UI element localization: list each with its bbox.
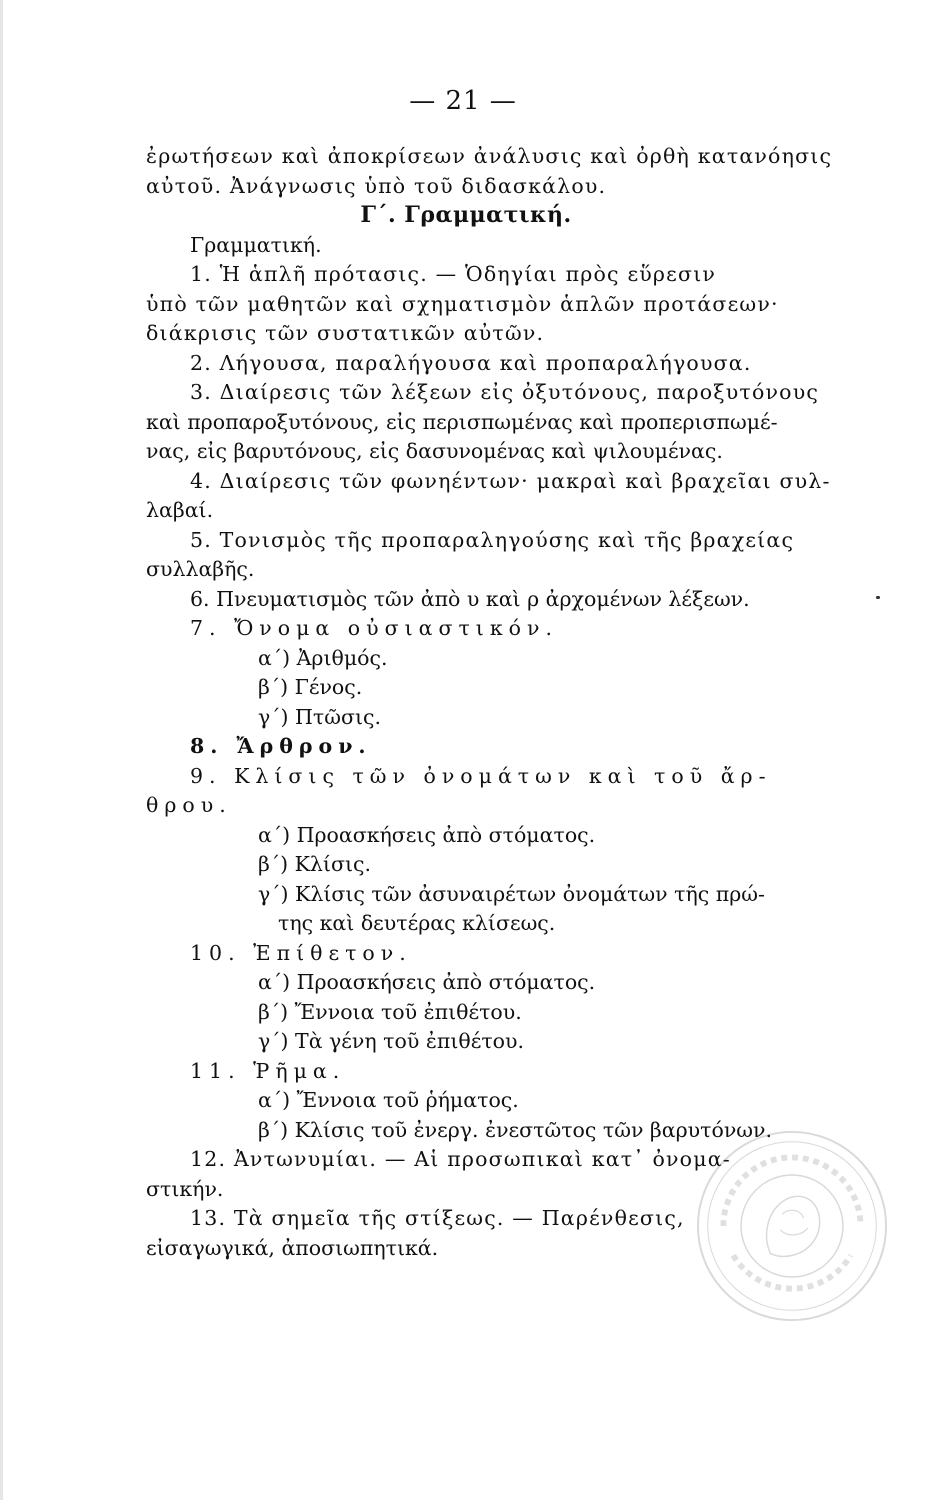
text-line: λαβαί. (146, 498, 214, 522)
text-line: καὶ προπαροξυτόνους, εἰς περισπωμένας καὶ προπερισπωμέ- (146, 409, 778, 434)
text-line: 1. Ἡ ἁπλῆ πρότασις. — Ὁδηγίαι πρὸς εὕρεσιν (190, 262, 717, 286)
text-line: 12. Ἀντωνυμίαι. — Αἱ προσωπικαὶ κατ᾽ ὀνομα- (190, 1147, 731, 1171)
text-line: της καὶ δευτέρας κλίσεως. (278, 911, 556, 935)
text-line: νας, εἰς βαρυτόνους, εἰς δασυνομένας καὶ ψιλουμένας. (146, 439, 723, 463)
text-line: β΄) Κλίσις. (258, 852, 371, 876)
text-line: β΄) Ἔννοια τοῦ ἐπιθέτου. (258, 999, 522, 1024)
text-line: β΄) Κλίσις τοῦ ἐνεργ. ἐνεστῶτος τῶν βαρυτόνων. (258, 1117, 772, 1142)
text-line: γ΄) Κλίσις τῶν ἀσυναιρέτων ὀνομάτων τῆς πρώ- (258, 881, 765, 906)
text-line: γ΄) Τὰ γένη τοῦ ἐπιθέτου. (258, 1029, 524, 1053)
text-line: Γραμματική. (190, 232, 322, 257)
library-seal-icon (694, 1128, 890, 1324)
text-line: στικήν. (146, 1176, 224, 1201)
text-line: εἰσαγωγικά, ἀποσιωπητικά. (146, 1235, 439, 1260)
text-line: διάκρισις τῶν συστατικῶν αὐτῶν. (146, 321, 545, 345)
text-line: α΄) Ἀριθμός. (258, 645, 388, 670)
text-line: αὐτοῦ. Ἀνάγνωσις ὑπὸ τοῦ διδασκάλου. (146, 173, 607, 198)
text-line: 10. Ἐπίθετον. (190, 940, 412, 965)
page-body (146, 142, 833, 1263)
text-line: 11. Ῥῆμα. (190, 1058, 346, 1083)
text-line: ὑπὸ τῶν μαθητῶν καὶ σχηματισμὸν ἁπλῶν προτάσεων· (146, 291, 779, 316)
scan-edge (0, 0, 3, 1500)
text-line: 5. Τονισμὸς τῆς προπαραληγούσης καὶ τῆς βραχείας (190, 527, 795, 552)
text-line: 8. Ἄρθρον. (190, 734, 372, 758)
text-line: 9. Κλίσις τῶν ὀνομάτων καὶ τοῦ ἄρ- (190, 763, 772, 788)
text-line: α΄) Προασκήσεις ἀπὸ στόματος. (258, 970, 596, 994)
text-line: 2. Λήγουσα, παραλήγουσα καὶ προπαραλήγουσα. (190, 350, 752, 375)
text-line: γ΄) Πτῶσις. (258, 704, 381, 729)
text-line: 13. Τὰ σημεῖα τῆς στίξεως. — Παρένθεσις, (190, 1206, 685, 1230)
text-line: θρου. (146, 793, 232, 817)
text-line: 6. Πνευματισμὸς τῶν ἀπὸ υ καὶ ρ ἀρχομένων λέξεων. (190, 586, 750, 611)
page-number: — 21 — (409, 86, 517, 116)
text-line: α΄) Ἔννοια τοῦ ῥήματος. (258, 1088, 519, 1112)
text-line: β΄) Γένος. (258, 675, 363, 699)
text-line: συλλαβῆς. (146, 557, 255, 581)
text-line: 7. Ὄνομα οὐσιαστικόν. (190, 616, 558, 640)
text-line: α΄) Προασκήσεις ἀπὸ στόματος. (258, 822, 596, 847)
text-line: ἐρωτήσεων καὶ ἀποκρίσεων ἀνάλυσις καὶ ὀρθὴ κατανόησις (146, 144, 833, 168)
text-line: 3. Διαίρεσις τῶν λέξεων εἰς ὀξυτόνους, παροξυτόνους (190, 380, 820, 404)
text-line: 4. Διαίρεσις τῶν φωνηέντων· μακραὶ καὶ βραχεῖαι συλ- (190, 468, 831, 493)
section-heading: Γ΄. Γραμματική. (360, 202, 572, 228)
margin-mark (876, 596, 880, 599)
